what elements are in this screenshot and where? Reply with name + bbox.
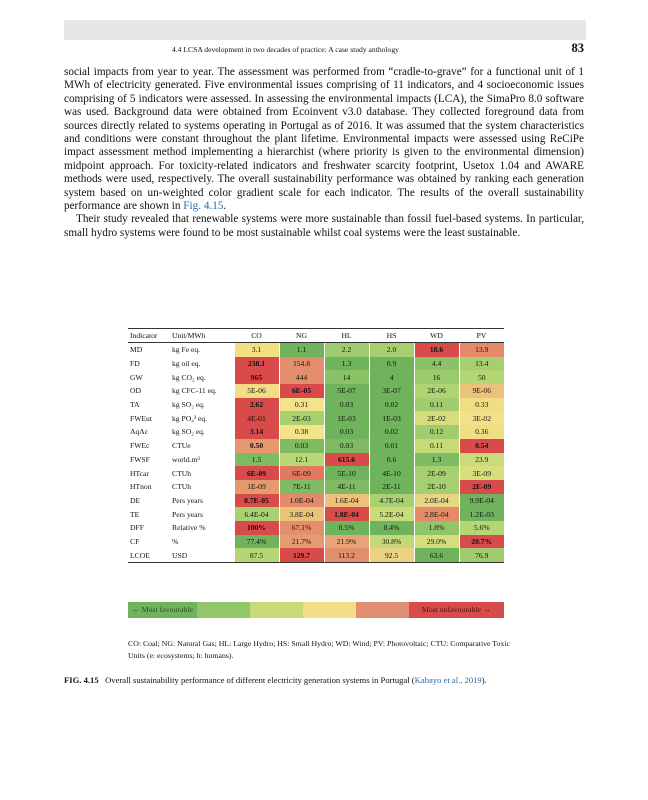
value-cell: 0.11 [414, 398, 459, 412]
table-row [128, 439, 504, 453]
body-text [64, 66, 584, 240]
value-cell: 2E-11 [369, 480, 414, 494]
unit-cell: kg SO₂ eq. [172, 400, 205, 410]
unit-cell: CTUe [172, 441, 191, 451]
value-cell: 444 [279, 370, 324, 384]
value-cell: 6.4E-04 [234, 507, 279, 521]
table-row [128, 398, 504, 412]
indicator-cell: FD [130, 359, 140, 369]
running-title: 4.4 LCSA development in two decades of practice: A case study anthology [172, 45, 399, 54]
value-cell: 5E-06 [234, 384, 279, 398]
value-cell: 4E-01 [234, 411, 279, 425]
value-cell: 2E-02 [414, 411, 459, 425]
value-cell: 21.9% [324, 535, 369, 549]
value-cell: 4E-11 [324, 480, 369, 494]
legend-most-unfavourable: Most unfavourable → [409, 602, 504, 618]
value-cell: 5E-07 [324, 384, 369, 398]
value-cell: 3.1 [234, 343, 279, 357]
figure-table-wrapper [128, 328, 504, 563]
value-cell: 6E-09 [234, 466, 279, 480]
value-cell: 9.9E-04 [459, 494, 504, 508]
legend-swatch [250, 602, 303, 618]
value-cell: 0.31 [279, 398, 324, 412]
column-header: WD [414, 329, 459, 343]
value-cell: 9E-06 [459, 384, 504, 398]
value-cell: 0.02 [369, 425, 414, 439]
unit-cell: kg CO₂ eq. [172, 372, 206, 382]
value-cell: 4 [369, 370, 414, 384]
value-cell: 5.2E-04 [369, 507, 414, 521]
value-cell: 92.5 [369, 548, 414, 562]
value-cell: 0.9 [369, 357, 414, 371]
value-cell: 615.6 [324, 453, 369, 467]
caption-end: ). [481, 675, 487, 685]
value-cell: 6E-05 [279, 384, 324, 398]
value-cell: 23.9 [459, 453, 504, 467]
page-number: 83 [571, 41, 584, 55]
unit-cell: Relative % [172, 523, 206, 533]
indicator-cell: TE [130, 509, 140, 519]
indicator-cell: CF [130, 536, 140, 546]
value-cell: 13.9 [459, 343, 504, 357]
legend-swatch [356, 602, 409, 618]
value-cell: 2.2 [324, 343, 369, 357]
value-cell: 4E-10 [369, 466, 414, 480]
value-cell: 3E-09 [459, 466, 504, 480]
paragraph-1 [64, 66, 584, 213]
value-cell: 76.9 [459, 548, 504, 562]
value-cell: 0.50 [234, 439, 279, 453]
unit-cell: % [172, 536, 179, 546]
value-cell: 63.6 [414, 548, 459, 562]
value-cell: 0.12 [414, 425, 459, 439]
value-cell: 1E-03 [324, 411, 369, 425]
table-body [128, 343, 504, 563]
value-cell: 1E-09 [234, 480, 279, 494]
indicator-cell: HTcar [130, 468, 149, 478]
value-cell: 3.14 [234, 425, 279, 439]
unit-cell: Pers years [172, 495, 203, 505]
value-cell: 1.2E-03 [459, 507, 504, 521]
indicator-cell: LCOE [128, 548, 168, 562]
value-cell: 5E-10 [324, 466, 369, 480]
column-header: PV [459, 329, 504, 343]
column-header: HL [324, 329, 369, 343]
caption-text: Overall sustainability performance of different electricity generation systems in Portugal ( [105, 675, 415, 685]
table-row [128, 507, 504, 521]
value-cell: 0.5% [324, 521, 369, 535]
value-cell: 16 [414, 370, 459, 384]
unit-cell: CTUh [172, 482, 191, 492]
value-cell: 0.54 [459, 439, 504, 453]
value-cell: 2E-09 [459, 480, 504, 494]
value-cell: 3E-07 [369, 384, 414, 398]
value-cell: 5.6% [459, 521, 504, 535]
value-cell: 0.33 [459, 398, 504, 412]
abbreviations-note: CO: Coal; NG: Natural Gas; HL: Large Hydro; HS: Small Hydro; WD: Wind; PV: Photovoltaic; CTU: Comparative Toxic Units (e: ecosystems; h: humans). [128, 639, 510, 660]
value-cell: 20.7% [459, 535, 504, 549]
table-row [128, 357, 504, 371]
value-cell: 0.03 [324, 425, 369, 439]
value-cell: 2E-10 [414, 480, 459, 494]
value-cell: 0.02 [369, 398, 414, 412]
unit-cell: kg oil eq. [172, 359, 201, 369]
table-row [128, 535, 504, 549]
legend-swatch [303, 602, 356, 618]
unit-cell: Pers years [172, 509, 203, 519]
running-head [64, 42, 586, 58]
figure-caption [64, 675, 584, 687]
page-header-bar [64, 20, 586, 40]
value-cell: 0.36 [459, 425, 504, 439]
value-cell: 2E-06 [414, 384, 459, 398]
value-cell: 0.03 [324, 398, 369, 412]
value-cell: 2.0E-04 [414, 494, 459, 508]
value-cell: 2E-03 [279, 411, 324, 425]
value-cell: 67.1% [279, 521, 324, 535]
indicator-cell: HTnon [130, 482, 152, 492]
unit-cell: kg SO₂ eq. [172, 427, 205, 437]
column-header: Unit/MWh [168, 329, 234, 343]
indicator-cell: TA [130, 400, 140, 410]
value-cell: 0.4% [369, 521, 414, 535]
value-cell: 2.0 [369, 343, 414, 357]
table-row [128, 521, 504, 535]
figure-link[interactable]: Fig. 4.15 [183, 200, 224, 213]
unit-cell: world.m³ [172, 454, 200, 464]
value-cell: 21.7% [279, 535, 324, 549]
value-cell: 87.5 [234, 548, 279, 562]
value-cell: 1.5 [234, 453, 279, 467]
unit-cell: kg PO₄³ eq. [172, 413, 208, 423]
value-cell: 100% [234, 521, 279, 535]
value-cell: 3E-02 [459, 411, 504, 425]
value-cell: 154.8 [279, 357, 324, 371]
unit-cell: kg Fe eq. [172, 345, 201, 355]
value-cell: 0.03 [279, 439, 324, 453]
value-cell: 965 [234, 370, 279, 384]
table-row [128, 411, 504, 425]
value-cell: 129.7 [279, 548, 324, 562]
paragraph-1-end: . [223, 200, 227, 213]
value-cell: 1.1 [279, 343, 324, 357]
value-cell: 30.8% [369, 535, 414, 549]
unit-cell: USD [168, 548, 234, 562]
table-row [128, 370, 504, 384]
value-cell: 1.3 [414, 453, 459, 467]
table-row [128, 466, 504, 480]
value-cell: 77.4% [234, 535, 279, 549]
unit-cell: CTUh [172, 468, 191, 478]
value-cell: 8.7E-05 [234, 494, 279, 508]
table-row [128, 480, 504, 494]
value-cell: 1.8% [414, 521, 459, 535]
value-cell: 0.6 [369, 453, 414, 467]
indicator-cell: DFF [130, 523, 144, 533]
unit-cell: kg CFC-11 eq. [172, 386, 217, 396]
value-cell: 29.0% [414, 535, 459, 549]
column-header: CO [234, 329, 279, 343]
paragraph-1-text: social impacts from year to year. The assessment was performed from “cradle-to-grave” for a functional unit of 1 MWh of electricity generated. Five environmental issues comprising of 11 indicators, and 4 socioeconomic issues comprising of 5 indicators were assessed. In assessing the environmental impacts (LCA), the SimaPro 8.0 software was used. Background data were obtained from Ecoinvent v3.0 database. They collected foreground data from sources directly related to systems operating in Portugal as of 2016. It was assumed that the system characteristics and conditions were constant throughout the plant lifetime. Environmental impacts were assessed using ReCiPe impact assessment method implementing a hierarchist (where priority is given to the environmental dimension) midpoint approach. For toxicity-related indicators and freshwater scarcity footprint, Usetox 1.04 and AWARE methods were used, respectively. The overall sustainability performance was obtained by ranking each generation system based on un-weighted color gradient scale for each indicator. The results of the overall sustainability performance are shown in [64, 66, 584, 213]
table-row [128, 343, 504, 357]
indicator-cell: OD [130, 386, 141, 396]
table-row [128, 494, 504, 508]
indicator-cell: FWEc [130, 441, 150, 451]
table-row [128, 384, 504, 398]
legend-swatch [197, 602, 250, 618]
value-cell: 1.6E-04 [324, 494, 369, 508]
value-cell: 12.1 [279, 453, 324, 467]
indicator-cell: MD [130, 345, 143, 355]
value-cell: 13.4 [459, 357, 504, 371]
value-cell: 7E-11 [279, 480, 324, 494]
value-cell: 238.1 [234, 357, 279, 371]
value-cell: 3.8E-04 [279, 507, 324, 521]
indicator-cell: AqAc [130, 427, 149, 437]
indicator-cell: FWEut [130, 413, 152, 423]
value-cell: 18.6 [414, 343, 459, 357]
value-cell: 1E-03 [369, 411, 414, 425]
value-cell: 2E-09 [414, 466, 459, 480]
value-cell: 0.03 [324, 439, 369, 453]
table-row [128, 548, 504, 562]
color-legend [128, 602, 504, 618]
caption-label: FIG. 4.15 [64, 675, 99, 685]
table-row [128, 453, 504, 467]
value-cell: 14 [324, 370, 369, 384]
value-cell: 50 [459, 370, 504, 384]
value-cell: 0.38 [279, 425, 324, 439]
indicator-cell: GW [130, 372, 143, 382]
indicator-cell: FWSF [130, 454, 150, 464]
value-cell: 4.4 [414, 357, 459, 371]
value-cell: 4.7E-04 [369, 494, 414, 508]
value-cell: 113.2 [324, 548, 369, 562]
indicator-cell: DE [130, 495, 141, 505]
value-cell: 0.11 [414, 439, 459, 453]
column-header: NG [279, 329, 324, 343]
legend-most-favourable: ← Most favourable [128, 602, 197, 618]
value-cell: 1.0E-04 [279, 494, 324, 508]
value-cell: 1.8E-04 [324, 507, 369, 521]
sustainability-table [128, 328, 504, 563]
value-cell: 2.62 [234, 398, 279, 412]
value-cell: 2.8E-04 [414, 507, 459, 521]
table-header-row [128, 329, 504, 343]
value-cell: 0.01 [369, 439, 414, 453]
value-cell: 6E-09 [279, 466, 324, 480]
column-header: HS [369, 329, 414, 343]
table-row [128, 425, 504, 439]
paragraph-2: Their study revealed that renewable systems were more sustainable than fossil fuel-based systems. In particular, small hydro systems were found to be most sustainable whilst coal systems were the least sustainable. [64, 213, 584, 239]
value-cell: 1.3 [324, 357, 369, 371]
caption-citation-link[interactable]: Kabayo et al., 2019 [414, 675, 482, 685]
column-header: Indicator [128, 329, 168, 343]
